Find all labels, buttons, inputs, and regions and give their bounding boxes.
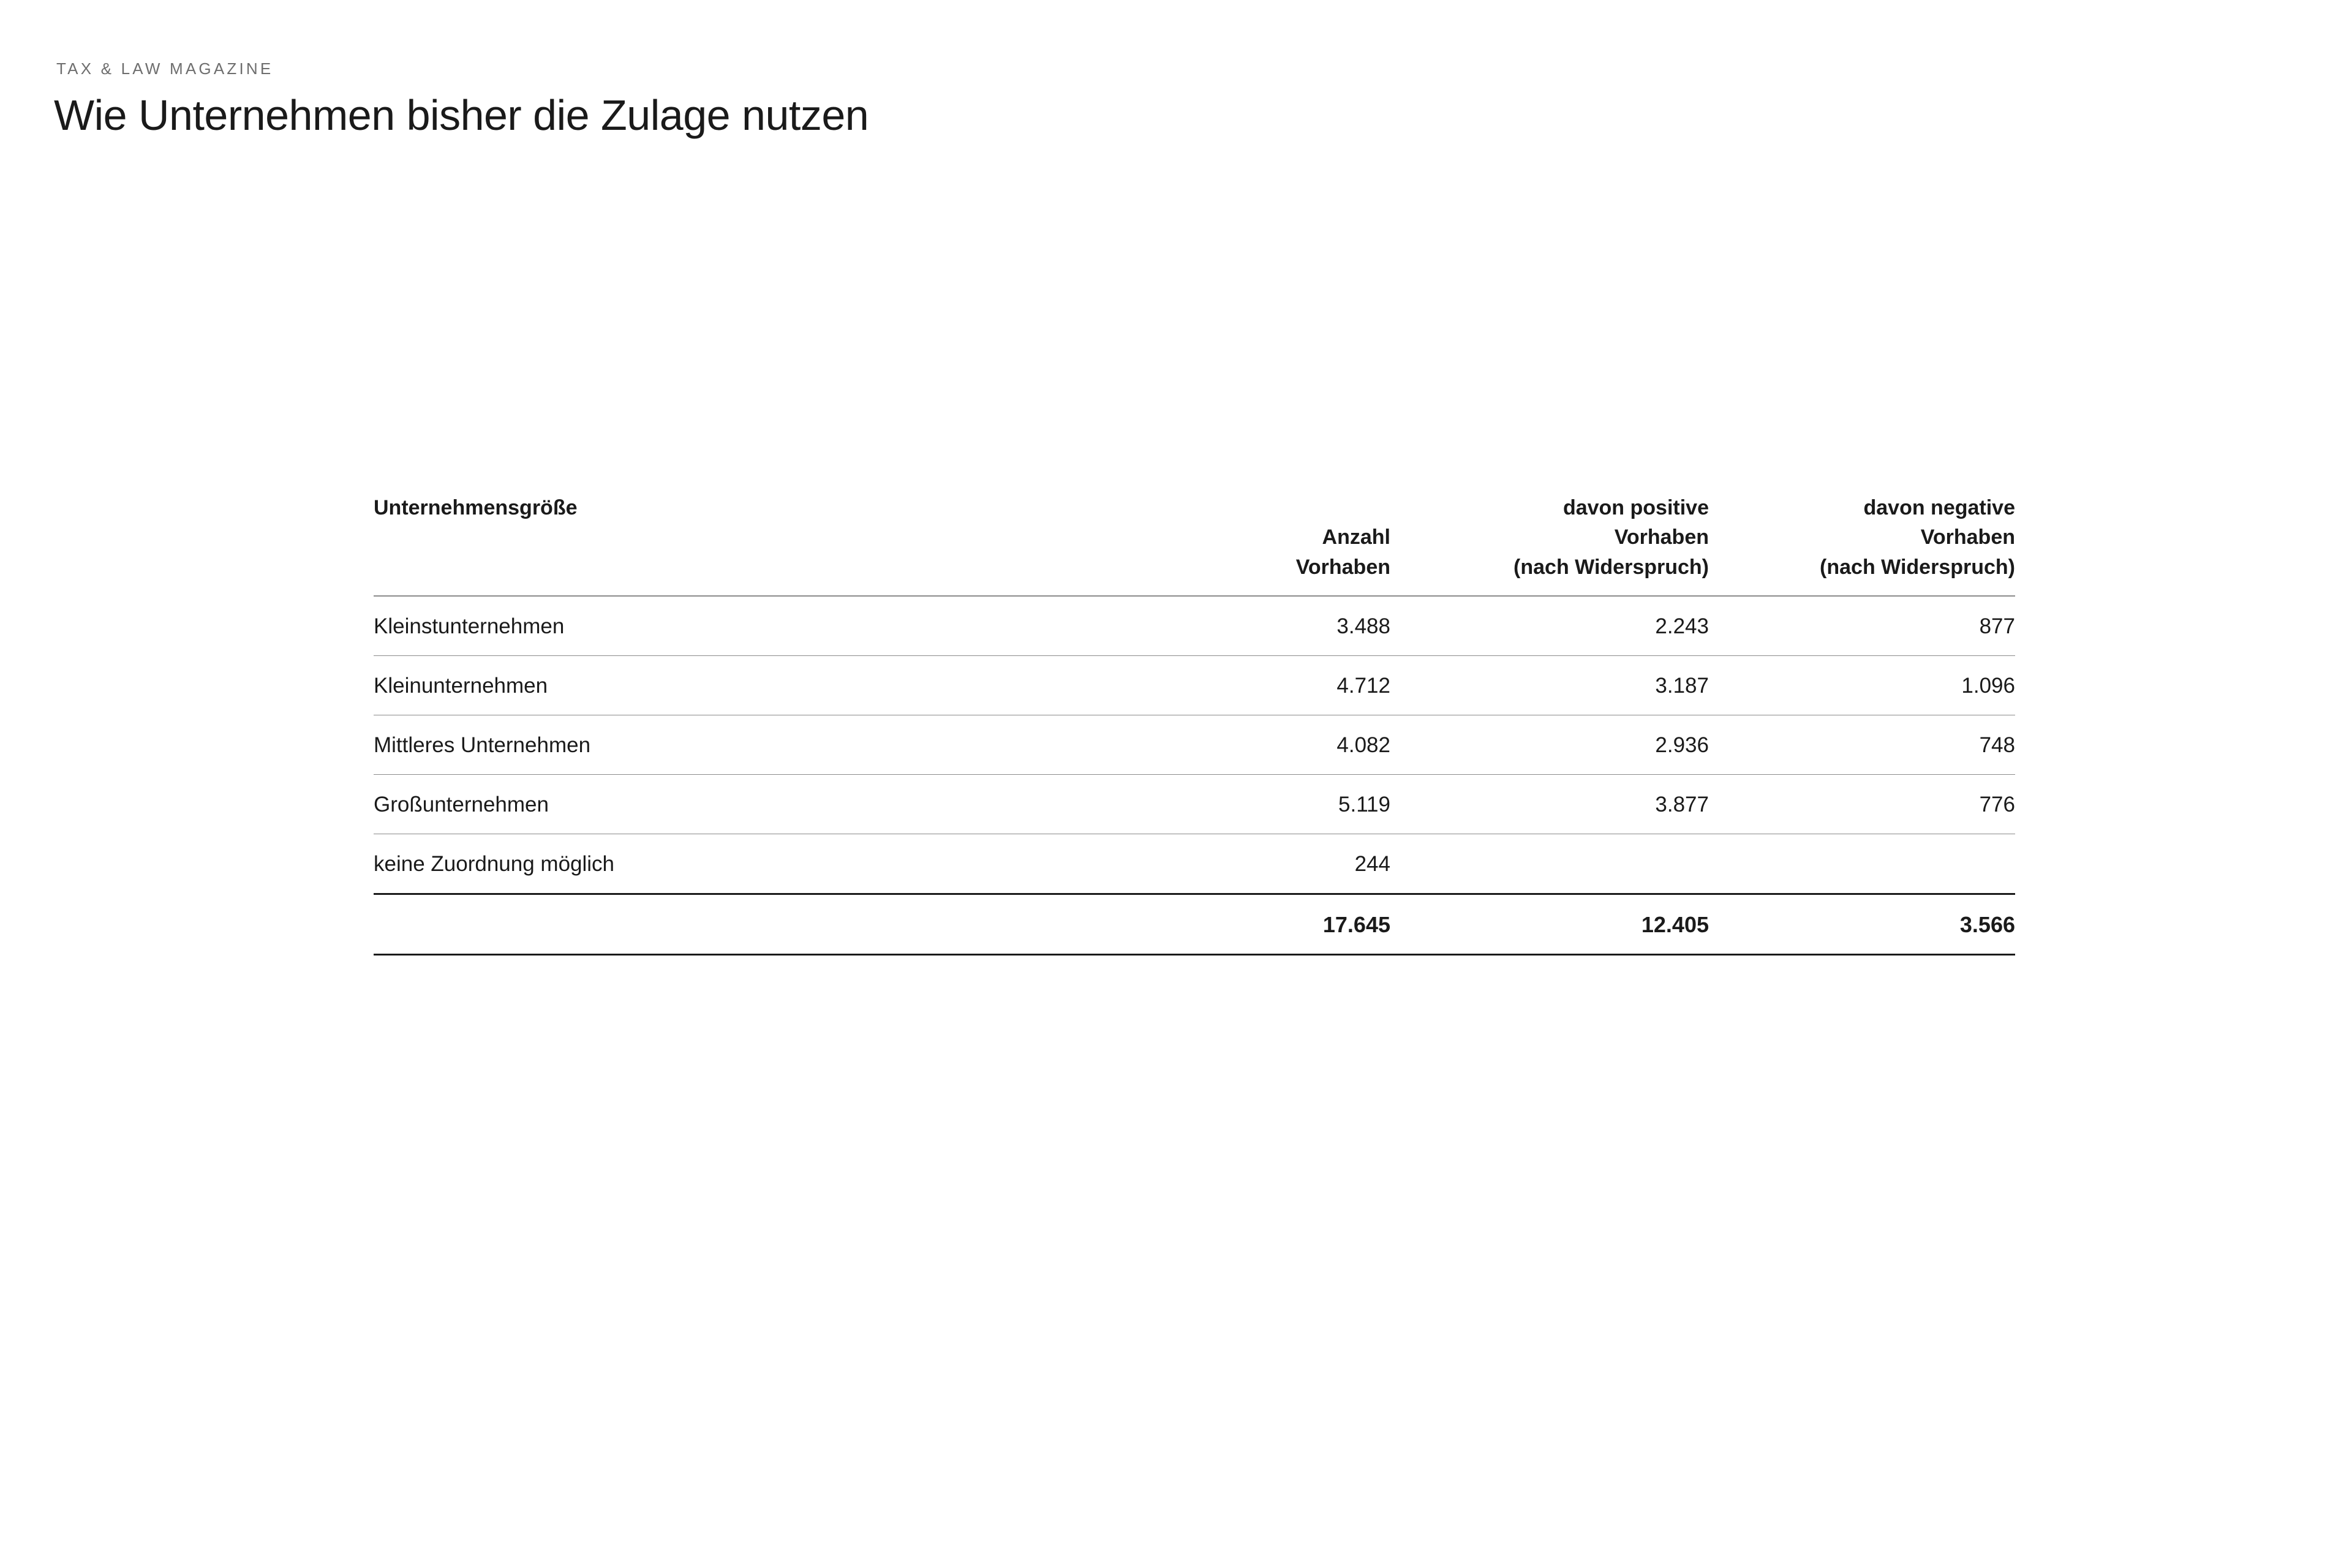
cell-total-count: 17.645 bbox=[1060, 894, 1390, 954]
table-footer bbox=[374, 894, 2015, 954]
kicker-label: TAX & LAW MAGAZINE bbox=[56, 59, 274, 78]
cell-count: 244 bbox=[1060, 834, 1390, 894]
cell-negative: 1.096 bbox=[1709, 655, 2015, 715]
cell-negative: 748 bbox=[1709, 715, 2015, 774]
table-total-row bbox=[374, 894, 2015, 954]
table-row bbox=[374, 596, 2015, 656]
cell-total-negative: 3.566 bbox=[1709, 894, 2015, 954]
cell-count: 4.082 bbox=[1060, 715, 1390, 774]
cell-company-size: Kleinunternehmen bbox=[374, 655, 1060, 715]
table-row bbox=[374, 715, 2015, 774]
cell-negative bbox=[1709, 834, 2015, 894]
data-table-container bbox=[374, 493, 2015, 956]
cell-count: 5.119 bbox=[1060, 774, 1390, 834]
cell-negative: 776 bbox=[1709, 774, 2015, 834]
cell-negative: 877 bbox=[1709, 596, 2015, 656]
table-row bbox=[374, 655, 2015, 715]
table-row bbox=[374, 774, 2015, 834]
table-header bbox=[374, 493, 2015, 596]
table-body bbox=[374, 596, 2015, 894]
column-header-positive: davon positive Vorhaben (nach Widerspruch) bbox=[1390, 493, 1709, 596]
table-row bbox=[374, 834, 2015, 894]
data-table bbox=[374, 493, 2015, 956]
cell-total-label bbox=[374, 894, 1060, 954]
column-header-company-size: Unternehmensgröße bbox=[374, 493, 1060, 596]
cell-positive: 3.187 bbox=[1390, 655, 1709, 715]
column-header-negative: davon negative Vorhaben (nach Widerspruch) bbox=[1709, 493, 2015, 596]
cell-total-positive: 12.405 bbox=[1390, 894, 1709, 954]
column-header-count: Anzahl Vorhaben bbox=[1060, 493, 1390, 596]
cell-company-size: Mittleres Unternehmen bbox=[374, 715, 1060, 774]
cell-positive: 3.877 bbox=[1390, 774, 1709, 834]
cell-count: 3.488 bbox=[1060, 596, 1390, 656]
cell-positive: 2.243 bbox=[1390, 596, 1709, 656]
cell-count: 4.712 bbox=[1060, 655, 1390, 715]
cell-company-size: keine Zuordnung möglich bbox=[374, 834, 1060, 894]
cell-positive: 2.936 bbox=[1390, 715, 1709, 774]
table-header-row bbox=[374, 493, 2015, 596]
cell-company-size: Kleinstunternehmen bbox=[374, 596, 1060, 656]
cell-positive bbox=[1390, 834, 1709, 894]
cell-company-size: Großunternehmen bbox=[374, 774, 1060, 834]
page-title: Wie Unternehmen bisher die Zulage nutzen bbox=[54, 91, 869, 139]
